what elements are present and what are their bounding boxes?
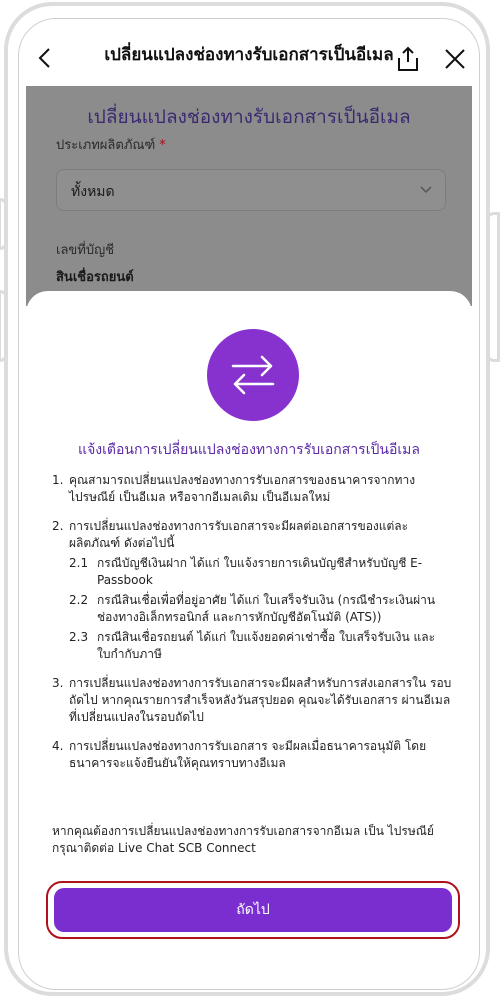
notice-list — [52, 472, 452, 784]
list-item-text: คุณสามารถเปลี่ยนแปลงช่องทางการรับเอกสารของธนาคารจากทาง ไปรษณีย์ เป็นอีเมล หรือจากอีเมลเดิม เป็นอีเมลใหม่ — [69, 473, 416, 504]
list-item — [52, 472, 452, 506]
sub-list-item-number: 2.2 — [69, 593, 89, 607]
list-item-text: การเปลี่ยนแปลงช่องทางการรับเอกสารจะมีผลต่อเอกสารของแต่ละ ผลิตภัณฑ์ ดังต่อไปนี้ — [69, 519, 409, 550]
list-item — [52, 738, 452, 772]
page-title: เปลี่ยนแปลงช่องทางรับเอกสารเป็นอีเมล — [104, 45, 394, 65]
sub-list-item-text: กรณีสินเชื่อรถยนต์ ได้แก่ ใบแจ้งยอดค่าเช่าซื้อ ใบเสร็จรับเงิน และ ใบกำกับภาษี — [97, 630, 436, 661]
sub-list-item-number: 2.3 — [69, 630, 89, 644]
product-type-label-text: ประเภทผลิตภัณฑ์ — [56, 138, 156, 153]
account-label: เลขที่บัญชี — [56, 243, 115, 258]
swap-arrows-icon — [229, 353, 277, 397]
chevron-down-icon — [419, 183, 433, 197]
list-item-number: 3. — [52, 676, 64, 690]
notice-title: แจ้งเตือนการเปลี่ยนแปลงช่องทางการรับเอกสารเป็นอีเมล — [78, 442, 420, 458]
product-type-select[interactable] — [56, 169, 446, 211]
list-item-number: 4. — [52, 739, 64, 753]
required-mark: * — [159, 138, 166, 153]
close-icon[interactable] — [444, 48, 466, 70]
list-item-text: การเปลี่ยนแปลงช่องทางการรับเอกสาร จะมีผลเมื่อธนาคารอนุมัติ โดย ธนาคารจะแจ้งยืนยันให้คุณทราบทางอีเมล — [69, 739, 427, 770]
background-form — [26, 86, 472, 306]
list-item — [52, 518, 452, 663]
swap-icon-circle — [207, 329, 299, 421]
product-type-value: ทั้งหมด — [71, 184, 115, 200]
next-button[interactable]: ถัดไป — [54, 888, 452, 932]
sub-list-item — [69, 555, 452, 589]
form-title: เปลี่ยนแปลงช่องทางรับเอกสารเป็นอีเมล — [87, 106, 411, 128]
list-item — [52, 675, 452, 726]
share-icon[interactable] — [396, 46, 420, 72]
sub-list-item-text: กรณีบัญชีเงินฝาก ได้แก่ ใบแจ้งรายการเดินบัญชีสำหรับบัญชี E-Passbook — [97, 556, 423, 587]
sub-list-item — [69, 629, 452, 663]
app-header — [26, 26, 472, 86]
list-item-text: การเปลี่ยนแปลงช่องทางการรับเอกสารจะมีผลสำหรับการส่งเอกสารใน รอบถัดไป หากคุณรายการสำเร็จหลังวันสรุปยอด คุณจะได้รับเอกสาร ผ่านอีเมลที่เปลี่ยนแปลงในรอบถัดไป — [69, 676, 452, 724]
sub-list-item-text: กรณีสินเชื่อเพื่อที่อยู่อาศัย ได้แก่ ใบเสร็จรับเงิน (กรณีชำระเงินผ่าน ช่องทางอิเล็กทรอนิกส์ และการหักบัญชีอัตโนมัติ (ATS)) — [97, 593, 436, 624]
notice-bottom-sheet — [26, 291, 472, 976]
list-item-number: 1. — [52, 473, 64, 487]
sub-list-item — [69, 592, 452, 626]
contact-footnote: หากคุณต้องการเปลี่ยนแปลงช่องทางการรับเอกสารจากอีเมล เป็น ไปรษณีย์ กรุณาติดต่อ Live Chat SCB Connect — [52, 824, 434, 855]
list-item-number: 2. — [52, 519, 64, 533]
account-value: สินเชื่อรถยนต์ — [56, 270, 134, 285]
product-type-label — [56, 134, 166, 155]
sub-list-item-number: 2.1 — [69, 556, 89, 570]
screen — [26, 26, 472, 976]
